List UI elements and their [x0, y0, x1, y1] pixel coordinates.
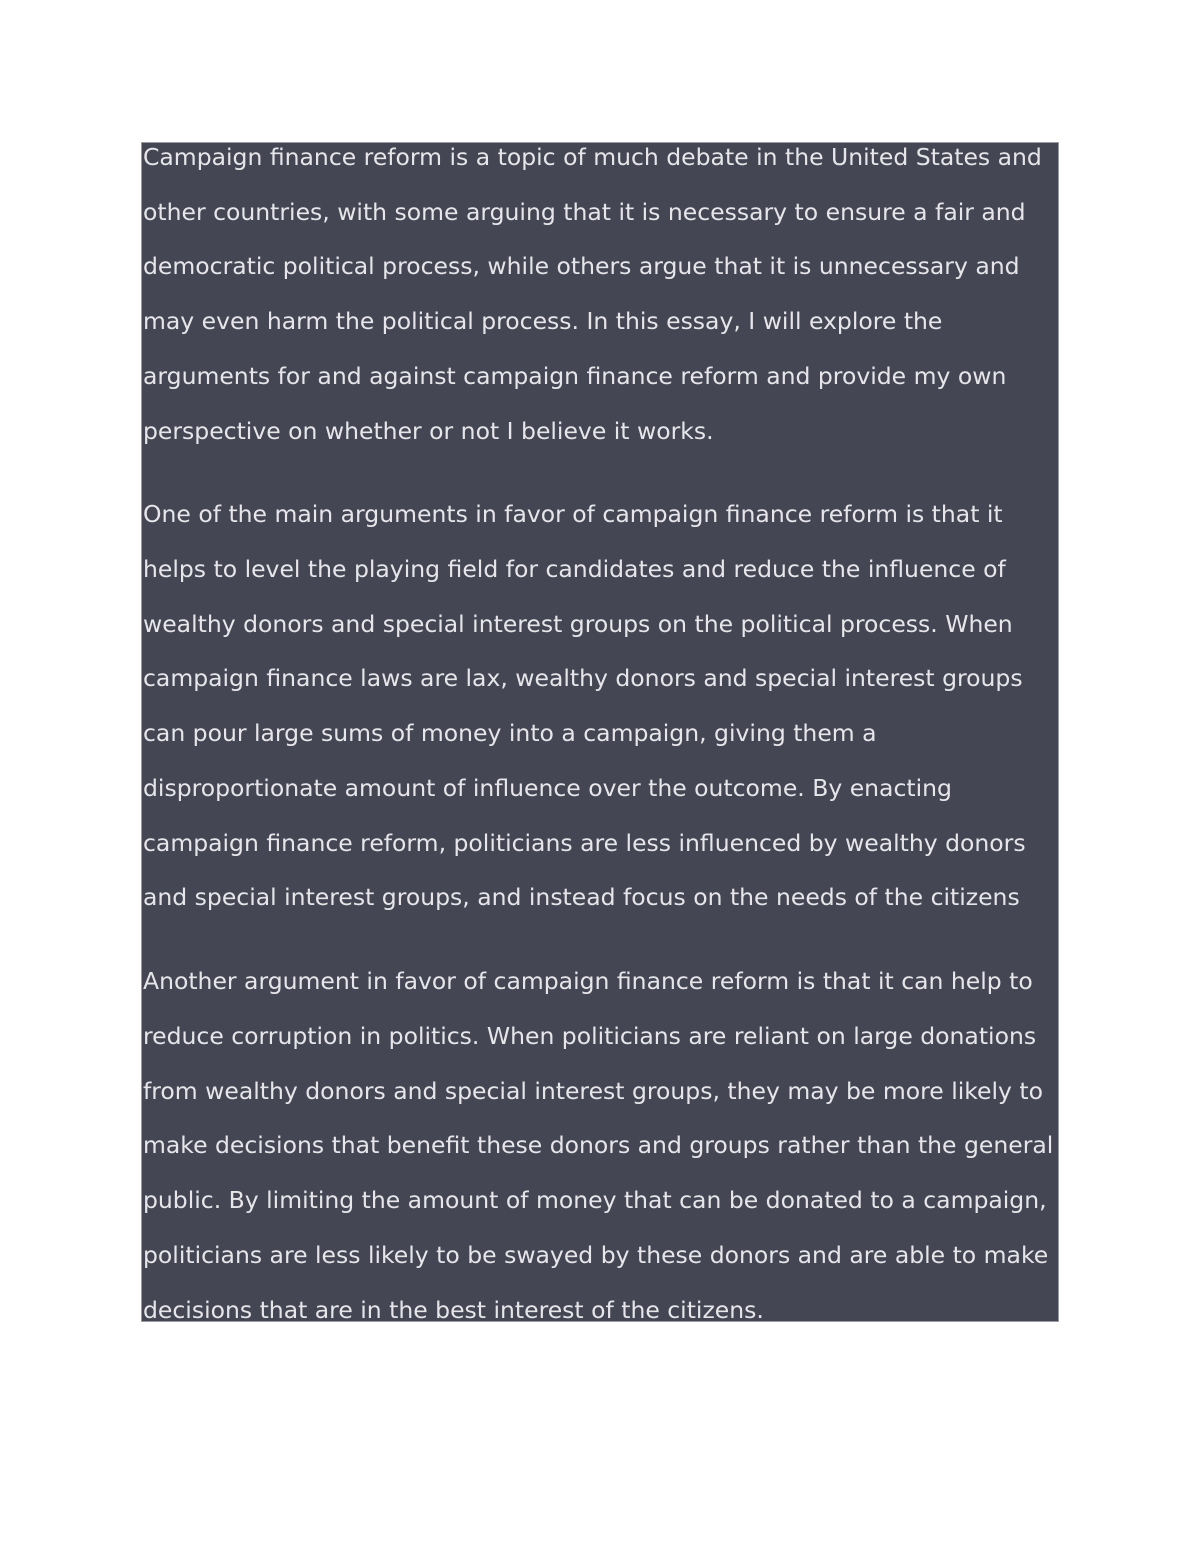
highlighted-text-block	[141, 142, 1059, 1322]
text-line: campaign finance reform, politicians are less influenced by wealthy donors	[143, 829, 1026, 857]
text-line: disproportionate amount of influence over the outcome. By enacting	[143, 774, 952, 802]
text-line: other countries, with some arguing that it is necessary to ensure a fair and	[143, 198, 1026, 226]
text-line: helps to level the playing field for candidates and reduce the influence of	[143, 555, 1006, 583]
text-line: One of the main arguments in favor of campaign finance reform is that it	[143, 500, 1003, 528]
text-line: from wealthy donors and special interest groups, they may be more likely to	[143, 1077, 1043, 1105]
text-line: democratic political process, while others argue that it is unnecessary and	[143, 252, 1020, 280]
text-line: make decisions that benefit these donors and groups rather than the general	[143, 1131, 1054, 1159]
text-line: public. By limiting the amount of money that can be donated to a campaign,	[143, 1186, 1047, 1214]
text-line: politicians are less likely to be swayed by these donors and are able to make	[143, 1241, 1049, 1269]
text-line: wealthy donors and special interest groups on the political process. When	[143, 610, 1013, 638]
text-line: can pour large sums of money into a campaign, giving them a	[143, 719, 877, 747]
text-line: reduce corruption in politics. When politicians are reliant on large donations	[143, 1022, 1037, 1050]
text-line: arguments for and against campaign finance reform and provide my own	[143, 362, 1007, 390]
text-line: and special interest groups, and instead focus on the needs of the citizens	[143, 883, 1020, 911]
text-line: Campaign finance reform is a topic of much debate in the United States and	[143, 143, 1042, 171]
text-line: perspective on whether or not I believe it works.	[143, 417, 714, 445]
text-line: may even harm the political process. In this essay, I will explore the	[143, 307, 943, 335]
text-line: Another argument in favor of campaign finance reform is that it can help to	[143, 967, 1033, 995]
text-line: decisions that are in the best interest of the citizens.	[143, 1296, 764, 1324]
text-line: campaign finance laws are lax, wealthy donors and special interest groups	[143, 664, 1023, 692]
